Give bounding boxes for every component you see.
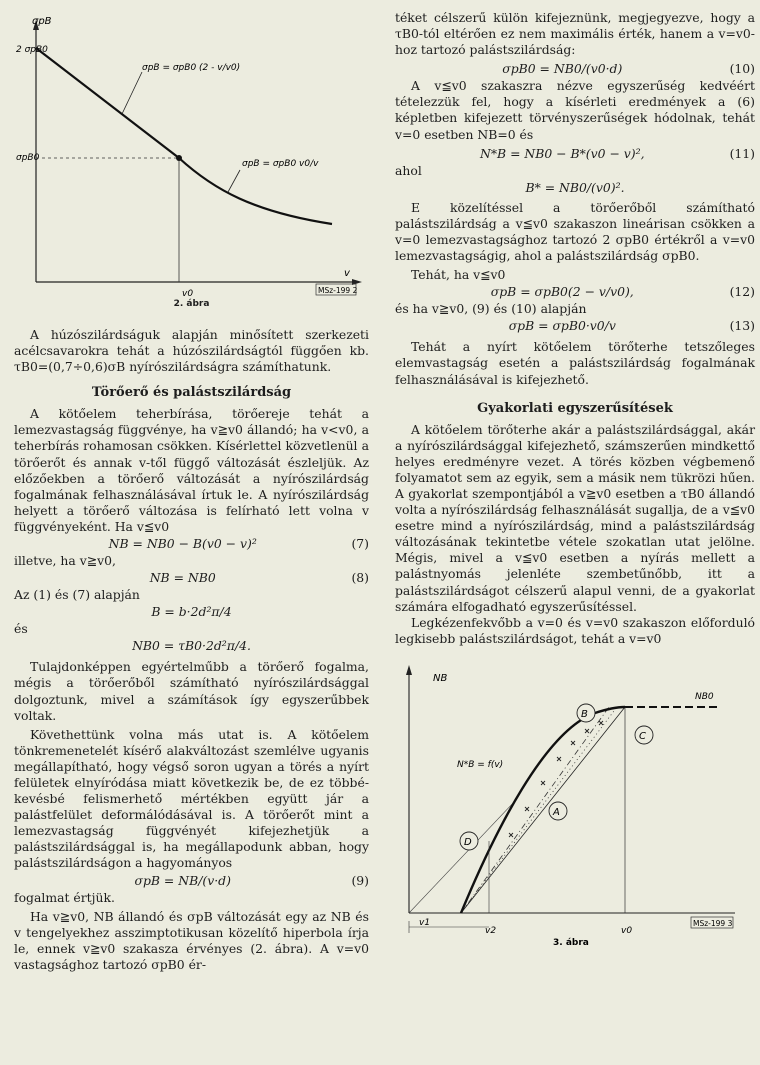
left-paragraph-1: A húzószilárdságuk alapján minősített szerkezeti acélcsavarokra tehát a húzószilárdságtól függően kb. τB0=(0,7÷0,6)σB nyírószilárdságra számíthatunk. (14, 327, 369, 375)
left-paragraph-7: fogalmat értjük. (14, 889, 115, 905)
left-es: és (14, 621, 28, 637)
fig2-y-tick-top: 2 σpB0 (16, 45, 48, 55)
fig2-y-axis-label: σpB (32, 16, 52, 27)
equation-8-number: (8) (351, 570, 369, 586)
equation-11 (395, 145, 755, 163)
fig3-x-tick-v1: v1 (419, 917, 431, 928)
right-paragraph-5: és ha v≧v0, (9) és (10) alapján (395, 301, 587, 317)
equation-8 (14, 569, 369, 587)
left-paragraph-6: Követhettünk volna más utat is. A kötőelem tönkremenetelét kísérő alakváltozást szemlélve ugyanis megállapítható, hogy végső soron ugyan a törés a nyírt felületek elnyíródása miatt következik be, de ez többé-kevésbé felismerhető mértékben együtt jár a palástfelület deformálódásával is. A törőerőt mint a lemezvastagság függvényét kifejezhetjük a palástszilárdsággal is, ha megállapodunk abban, hogy palástszilárdságon a hagyományos (14, 726, 369, 871)
left-paragraph-5: Tulajdonképpen egyértelműbb a törőerő fogalma, mégis a törőerőből számítható nyírószilárdsággal dolgoztunk, mivel a számítások így egyszerűbbek voltak. (14, 659, 369, 723)
left-column (14, 0, 369, 973)
right-column (395, 0, 755, 951)
fig3-label-B: B (581, 708, 588, 720)
right-paragraph-1: téket célszerű külön kifejeznünk, megjegyezve, hogy a τB0-tól eltérően ez nem maximális érték, hanem a v=v0-hoz tartozó palástszilárdság: (395, 10, 755, 58)
equation-12-number: (12) (729, 284, 755, 300)
fig3-y-axis-label: NB (433, 672, 448, 684)
equation-Bstar (395, 179, 755, 197)
fig3-label-A: A (553, 806, 560, 818)
equation-10 (395, 60, 755, 78)
fig3-label-D: D (464, 836, 472, 848)
equation-12 (395, 283, 755, 301)
fig2-x-tick-v0: v0 (182, 289, 194, 299)
equation-8-formula: NB = NB0 (149, 570, 216, 586)
section-heading-gyakorlati: Gyakorlati egyszerűsítések (477, 400, 673, 416)
equation-11-formula: N*B = NB0 − B*(v0 − v)², (480, 145, 645, 161)
equation-13-formula: σpB = σpB0·v0/v (508, 318, 616, 334)
equation-B (14, 603, 369, 621)
fig3-y-arrow (406, 665, 412, 675)
fig2-caption: 2. ábra (173, 299, 210, 309)
fig2-y-tick-mid: σpB0 (16, 153, 40, 163)
right-paragraph-6: Tehát a nyírt kötőelem törőterhe tetszőleges elemvastagság esetén a palástszilárdság fogalmának felhasználásával is kifejezhető. (395, 339, 755, 387)
left-paragraph-3: illetve, ha v≧v0, (14, 553, 116, 569)
equation-9-formula: σpB = NB/(v·d) (134, 872, 231, 888)
right-paragraph-2: A v≦v0 szakaszra nézve egyszerűség kedvéért tételezzük fel, hogy a kísérleti eredmények a (6) képletben kifejezett törvényszerűségek hódolnak, tehát v=0 esetben NB=0 és (395, 78, 755, 142)
equation-NB0-formula: NB0 = τB0·2d²π/4. (132, 638, 251, 654)
fig3-thin-line (409, 801, 515, 913)
right-paragraph-8: Legkézenfekvőbb a v=0 és v=v0 szakaszon előforduló legkisebb palástszilárdságot, tehát a v=v0 (395, 614, 755, 646)
right-ahol: ahol (395, 162, 422, 178)
equation-NB0 (14, 637, 369, 655)
equation-11-number: (11) (729, 145, 755, 161)
fig2-stamp: MSz-199 2 (318, 286, 358, 295)
equation-10-formula: σpB0 = NB0/(v0·d) (502, 61, 623, 77)
equation-7-formula: NB = NB0 − B(v0 − v)² (108, 536, 257, 552)
equation-7 (14, 535, 369, 553)
equation-10-number: (10) (729, 61, 755, 77)
equation-12-formula: σpB = σpB0(2 − v/v0), (490, 284, 634, 300)
fig3-line-dotted (461, 707, 617, 913)
equation-7-number: (7) (351, 536, 369, 552)
fig3-line-A (461, 707, 625, 913)
fig3-line-dashdot (461, 707, 609, 913)
equation-13-number: (13) (729, 318, 755, 334)
fig2-leader-lower (228, 170, 240, 192)
equation-9 (14, 872, 369, 890)
fig2-breakpoint (176, 155, 182, 161)
fig2-formula-lower: σpB = σpB0 v0/v (242, 159, 319, 169)
fig3-x-tick-v0: v0 (621, 925, 633, 936)
right-paragraph-4: Tehát, ha v≦v0 (411, 267, 506, 283)
figure-3 (395, 651, 755, 951)
left-paragraph-4: Az (1) és (7) alapján (14, 587, 140, 603)
fig3-stamp: MSz-199 3 (693, 918, 733, 928)
equation-9-number: (9) (351, 872, 369, 888)
left-paragraph-2: A kötőelem teherbírása, törőereje tehát a lemezvastagság függvénye, ha v≧v0 állandó; ha v<v0, a teherbírás rohamosan csökken. Kísérlettel közvetlenül a törőerőt és annak v-től függő változását észleljük. Az előzőekben a törőerő változását a nyírószilárdság fogalmának felhasználásával írtuk le. A nyírószilárdság helyett a törőerő változása is felírható lett volna v függvényeként. Ha v≦v0 (14, 406, 369, 534)
figure-2 (14, 0, 369, 300)
left-paragraph-8: Ha v≧v0, NB állandó és σpB változását egy az NB és v tengelyekhez asszimptotikusan közelítő hiperbola írja le, ennek v≧v0 szakasza érvényes (2. ábra). A v=v0 vastagsághoz tartozó σpB0 ér- (14, 908, 369, 972)
fig2-x-axis-label: v (344, 268, 350, 279)
right-paragraph-3: E közelítéssel a törőerőből számítható palástszilárdság a v≦v0 szakaszon lineárisan csökken a v=0 lemezvastagsághoz tartozó 2 σpB0 értékről a v=v0 lemezvastagságig, ahol a palástszilárdság σpB0. (395, 199, 755, 264)
fig3-curve-label: N*B = f(v) (457, 759, 504, 770)
fig3-caption: 3. ábra (553, 937, 589, 948)
section-heading-toroero: Törőerő és palástszilárdság (91, 385, 292, 401)
fig3-x-tick-v2: v2 (485, 925, 497, 936)
fig3-nb0-label: NB0 (695, 691, 714, 702)
fig3-label-C: C (639, 730, 646, 742)
right-paragraph-7: A kötőelem törőterhe akár a palástszilárdsággal, akár a nyírószilárdsággal kifejezhető, számszerűen mindkettő helyes eredményre vezet. A törés közben végbemenő folyamatot sem az egyik, sem a másik nem tükrözi hűen. A gyakorlat szempontjából a v≧v0 esetben a τB0 állandó volta a nyírószilárdság felhasználását sugallja, de a v≦v0 esetre mind a nyírószilárdság, mind a palástszilárdság változásának tekintetbe vétele szokatlan utat jelölne. Mégis, mivel a v≦v0 esetben a nyírás mellett a palástnyomás jelenléte szembetűnőbb, itt a palástszilárdságot célszerű alapul venni, de a gyakorlat számára elfogadható egyszerűsítéssel. (395, 421, 755, 614)
fig2-leader-upper (122, 72, 142, 114)
equation-13 (395, 317, 755, 335)
equation-B-formula: B = b·2d²π/4 (151, 604, 232, 620)
fig2-formula-upper: σpB = σpB0 (2 - v/v0) (142, 63, 241, 73)
equation-Bstar-formula: B* = NB0/(v0)². (525, 179, 625, 195)
